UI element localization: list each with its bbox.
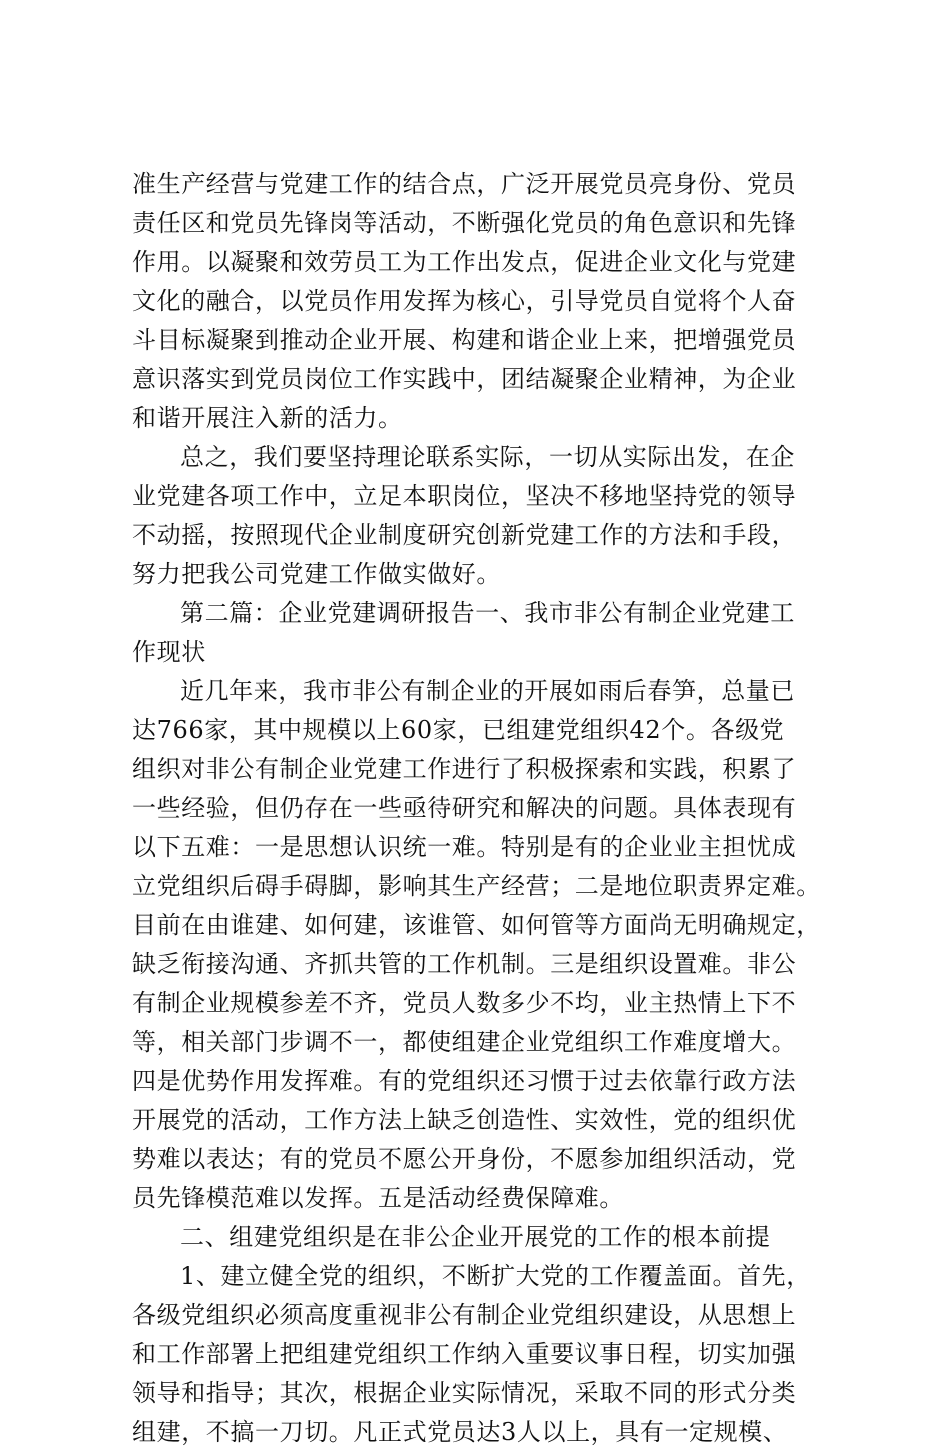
text-line: 组建，不搞一刀切。凡正式党员达3人以上，具有一定规模、 bbox=[132, 1418, 788, 1446]
text-line: 员先锋模范难以发挥。五是活动经费保障难。 bbox=[132, 1184, 624, 1212]
text-line: 和工作部署上把组建党组织工作纳入重要议事日程，切实加强 bbox=[132, 1340, 797, 1368]
text-line: 意识落实到党员岗位工作实践中，团结凝聚企业精神，为企业 bbox=[132, 365, 797, 393]
text-line: 文化的融合，以党员作用发挥为核心，引导党员自觉将个人奋 bbox=[132, 287, 797, 315]
text-line: 总之，我们要坚持理论联系实际，一切从实际出发，在企 bbox=[180, 443, 795, 471]
text-line: 近几年来，我市非公有制企业的开展如雨后春笋，总量已 bbox=[180, 677, 795, 705]
text-line: 准生产经营与党建工作的结合点，广泛开展党员亮身份、党员 bbox=[132, 170, 797, 198]
text-line: 缺乏衔接沟通、齐抓共管的工作机制。三是组织设置难。非公 bbox=[132, 950, 797, 978]
text-line: 努力把我公司党建工作做实做好。 bbox=[132, 560, 501, 588]
text-line: 1、建立健全党的组织，不断扩大党的工作覆盖面。首先， bbox=[180, 1262, 811, 1290]
text-line: 领导和指导；其次，根据企业实际情况，采取不同的形式分类 bbox=[132, 1379, 797, 1407]
text-line: 立党组织后碍手碍脚，影响其生产经营；二是地位职责界定难。 bbox=[132, 872, 821, 900]
section-heading-line: 第二篇：企业党建调研报告一、我市非公有制企业党建工 bbox=[180, 599, 795, 627]
text-line: 以下五难：一是思想认识统一难。特别是有的企业业主担忧成 bbox=[132, 833, 797, 861]
text-line: 等，相关部门步调不一，都使组建企业党组织工作难度增大。 bbox=[132, 1028, 797, 1056]
text-line: 有制企业规模参差不齐，党员人数多少不均，业主热情上下不 bbox=[132, 989, 797, 1017]
text-line: 一些经验，但仍存在一些亟待研究和解决的问题。具体表现有 bbox=[132, 794, 797, 822]
section-heading-line: 二、组建党组织是在非公企业开展党的工作的根本前提 bbox=[180, 1223, 771, 1251]
text-line: 不动摇，按照现代企业制度研究创新党建工作的方法和手段， bbox=[132, 521, 797, 549]
section-heading-line: 作现状 bbox=[132, 638, 206, 666]
text-line: 四是优势作用发挥难。有的党组织还习惯于过去依靠行政方法 bbox=[132, 1067, 797, 1095]
text-line: 势难以表达；有的党员不愿公开身份，不愿参加组织活动，党 bbox=[132, 1145, 797, 1173]
text-line: 作用。以凝聚和效劳员工为工作出发点，促进企业文化与党建 bbox=[132, 248, 797, 276]
text-line: 各级党组织必须高度重视非公有制企业党组织建设，从思想上 bbox=[132, 1301, 797, 1329]
text-line: 业党建各项工作中，立足本职岗位，坚决不移地坚持党的领导 bbox=[132, 482, 797, 510]
text-line: 目前在由谁建、如何建，该谁管、如何管等方面尚无明确规定， bbox=[132, 911, 821, 939]
text-line: 组织对非公有制企业党建工作进行了积极探索和实践，积累了 bbox=[132, 755, 797, 783]
text-line: 责任区和党员先锋岗等活动，不断强化党员的角色意识和先锋 bbox=[132, 209, 797, 237]
text-line: 斗目标凝聚到推动企业开展、构建和谐企业上来，把增强党员 bbox=[132, 326, 797, 354]
text-line: 和谐开展注入新的活力。 bbox=[132, 404, 403, 432]
text-line: 达766家，其中规模以上60家，已组建党组织42个。各级党 bbox=[132, 716, 785, 744]
text-line: 开展党的活动，工作方法上缺乏创造性、实效性，党的组织优 bbox=[132, 1106, 797, 1134]
document-body bbox=[132, 165, 822, 1452]
